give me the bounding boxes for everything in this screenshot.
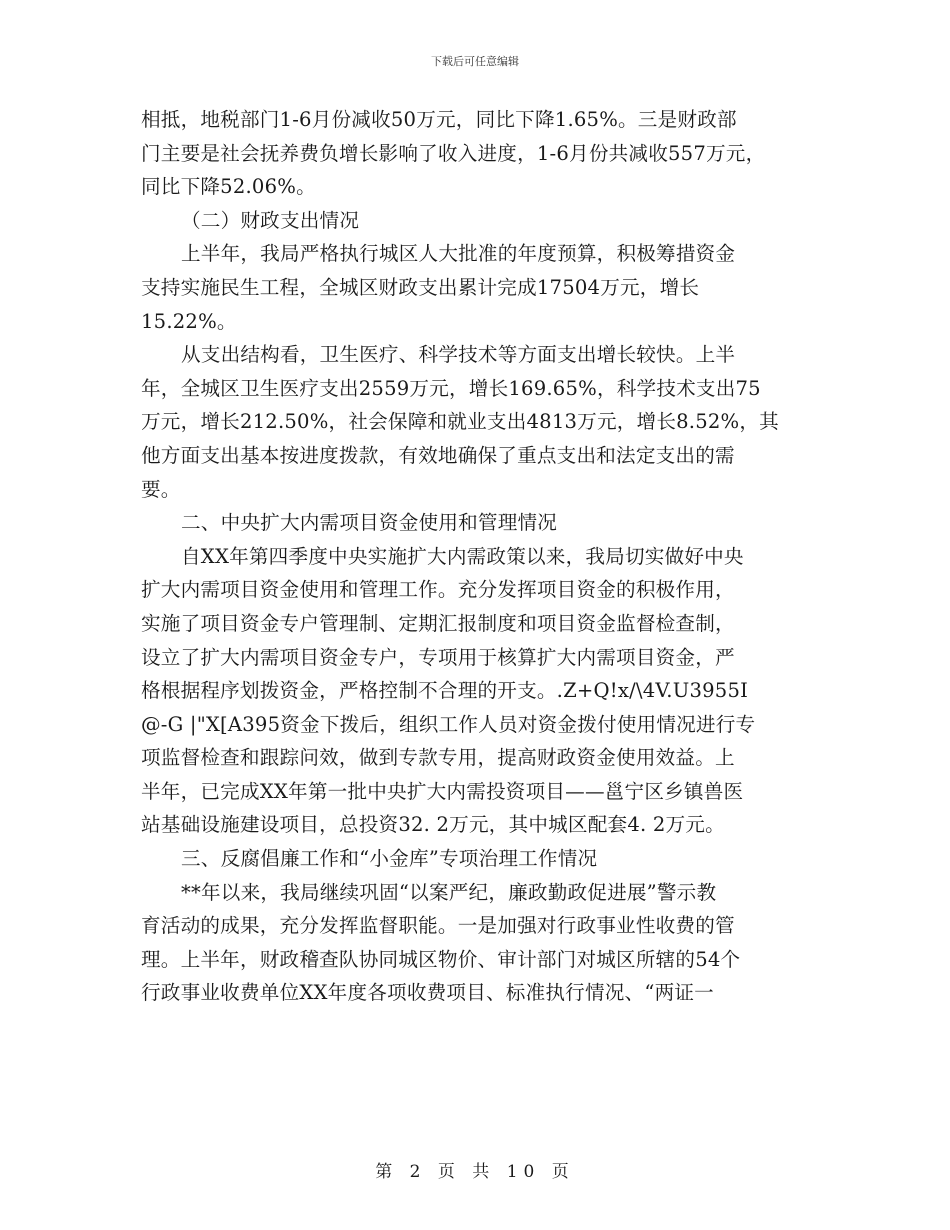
text-line: 从支出结构看，卫生医疗、科学技术等方面支出增长较快。上半 — [181, 343, 736, 367]
body-text — [141, 103, 841, 1010]
text-line: 实施了项目资金专户管理制、定期汇报制度和项目资金监督检查制， — [141, 611, 735, 635]
text-line: 门主要是社会抚养费负增长影响了收入进度，1-6月份共减收557万元， — [141, 141, 766, 165]
text-line: 相抵，地税部门1-6月份减收50万元，同比下降1.65%。三是财政部 — [141, 108, 737, 131]
text-line: @-G |"X[A395资金下拨后，组织工作人员对资金拨付使用情况进行专 — [141, 712, 756, 736]
text-line: 扩大内需项目资金使用和管理工作。充分发挥项目资金的积极作用， — [141, 578, 735, 602]
text-line: 理。上半年，财政稽查队协同城区物价、审计部门对城区所辖的54个 — [141, 947, 741, 971]
text-line: 半年，已完成XX年第一批中央扩大内需投资项目——邕宁区乡镇兽医 — [141, 779, 744, 803]
text-line: 格根据程序划拨资金，严格控制不合理的开支。.Z+Q!x/\4V.U3955I — [141, 679, 749, 703]
text-line: 二、中央扩大内需项目资金使用和管理情况 — [181, 511, 558, 535]
text-line: 行政事业收费单位XX年度各项收费项目、标准执行情况、“两证一 — [141, 981, 714, 1005]
text-line: 他方面支出基本按进度拨款，有效地确保了重点支出和法定支出的需 — [141, 443, 735, 467]
page-footer: 第 2 页 共 10 页 — [375, 1162, 575, 1182]
text-line: 设立了扩大内需项目资金专户，专项用于核算扩大内需项目资金，严 — [141, 645, 735, 669]
text-line: 项监督检查和跟踪问效，做到专款专用，提高财政资金使用效益。上 — [141, 746, 735, 770]
text-line: （二）财政支出情况 — [181, 208, 360, 232]
text-line: 支持实施民生工程，全城区财政支出累计完成17504万元，增长 — [141, 275, 700, 299]
text-line: 自XX年第四季度中央实施扩大内需政策以来，我局切实做好中央 — [181, 544, 744, 568]
text-line: 15.22%。 — [141, 309, 237, 333]
text-line: 站基础设施建设项目，总投资32. 2万元，其中城区配套4. 2万元。 — [141, 813, 725, 837]
text-line: 三、反腐倡廉工作和“小金库”专项治理工作情况 — [181, 847, 598, 871]
text-line: 同比下降52.06%。 — [141, 175, 316, 199]
text-line: 要。 — [141, 477, 181, 501]
text-line: **年以来，我局继续巩固“以案严纪，廉政勤政促进展”警示教 — [181, 880, 717, 904]
text-line: 上半年，我局严格执行城区人大批准的年度预算，积极筹措资金 — [181, 242, 736, 266]
text-line: 育活动的成果，充分发挥监督职能。一是加强对行政事业性收费的管 — [141, 914, 735, 938]
text-line: 年，全城区卫生医疗支出2559万元，增长169.65%，科学技术支出75 — [141, 376, 761, 400]
text-line: 万元，增长212.50%，社会保障和就业支出4813万元，增长8.52%，其 — [141, 410, 779, 434]
page-header: 下载后可任意编辑 — [431, 55, 519, 68]
